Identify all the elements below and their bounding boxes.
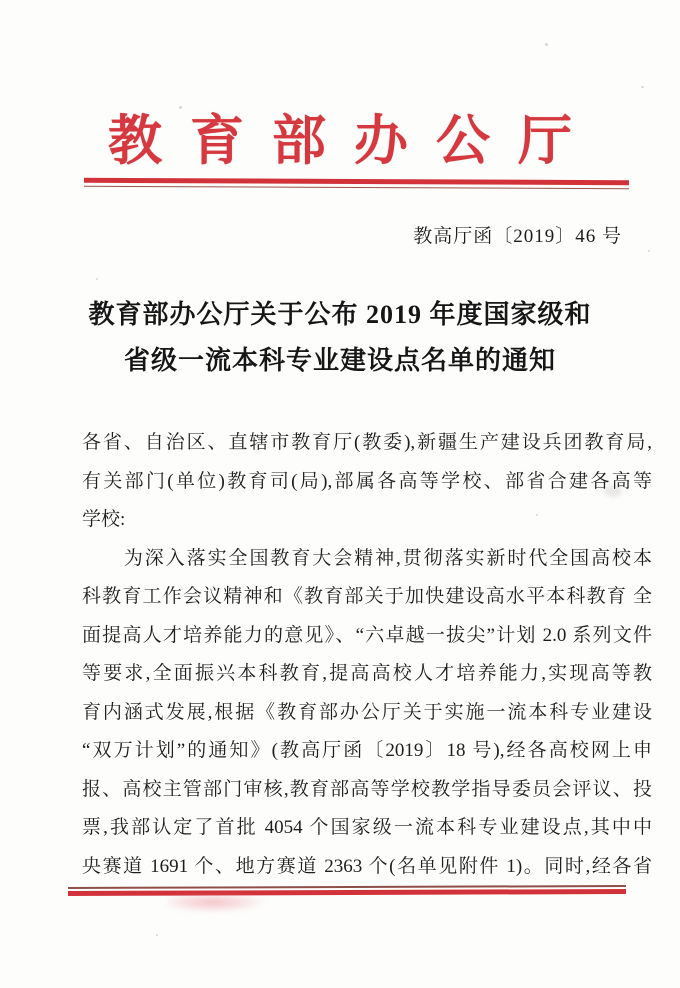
scan-gray-smudge	[604, 485, 622, 497]
body-line: 面提高人才培养能力的意见》、“六卓越一拔尖”计划 2.0 系列文件	[82, 624, 652, 646]
scan-speck	[536, 514, 538, 516]
scan-speck	[545, 43, 548, 46]
body-line: 各省、自治区、直辖市教育厅(教委),新疆生产建设兵团教育局,	[82, 432, 652, 453]
body-line: 票,我部认定了首批 4054 个国家级一流本科专业建设点,其中中	[82, 817, 652, 838]
body-line: 为深入落实全国教育大会精神,贯彻落实新时代全国高校本	[82, 547, 652, 569]
agency-letterhead: 教育部办公厅	[108, 111, 600, 171]
scan-speck	[648, 250, 650, 252]
body-line: 育内涵式发展,根据《教育部办公厅关于实施一流本科专业建设	[82, 701, 652, 723]
body-line: 央赛道 1691 个、地方赛道 2363 个(名单见附件 1)。同时,经各省	[82, 855, 652, 877]
body-line: 科教育工作会议精神和《教育部关于加快建设高水平本科教育 全	[82, 586, 652, 607]
body-line: 等要求,全面振兴本科教育,提高高校人才培养能力,实现高等教	[82, 663, 652, 684]
title-line-1: 教育部办公厅关于公布 2019 年度国家级和	[88, 300, 592, 329]
title-line-2: 省级一流本科专业建设点名单的通知	[123, 346, 556, 375]
letterhead-rule	[84, 178, 629, 189]
scan-speck	[96, 278, 98, 280]
body-line: 报、高校主管部门审核,教育部高等学校教学指导委员会评议、投	[82, 778, 652, 800]
body-line: 学校:	[82, 509, 126, 530]
footer-rule-thick	[68, 889, 626, 895]
body-line: “双万计划”的通知》(教高厅函〔2019〕18 号),经各高校网上申	[82, 740, 652, 761]
body-line: 有关部门(单位)教育司(局),部属各高等学校、部省合建各高等	[82, 470, 652, 492]
scan-speck	[641, 86, 644, 88]
document-title	[0, 292, 680, 384]
document-body	[82, 424, 652, 886]
scan-speck	[432, 588, 434, 590]
scan-pink-smudge	[168, 895, 268, 913]
document-number: 教高厅函〔2019〕46 号	[413, 226, 622, 247]
footer-rule	[68, 885, 626, 896]
scan-speck	[179, 106, 182, 109]
scan-speck	[156, 934, 158, 936]
